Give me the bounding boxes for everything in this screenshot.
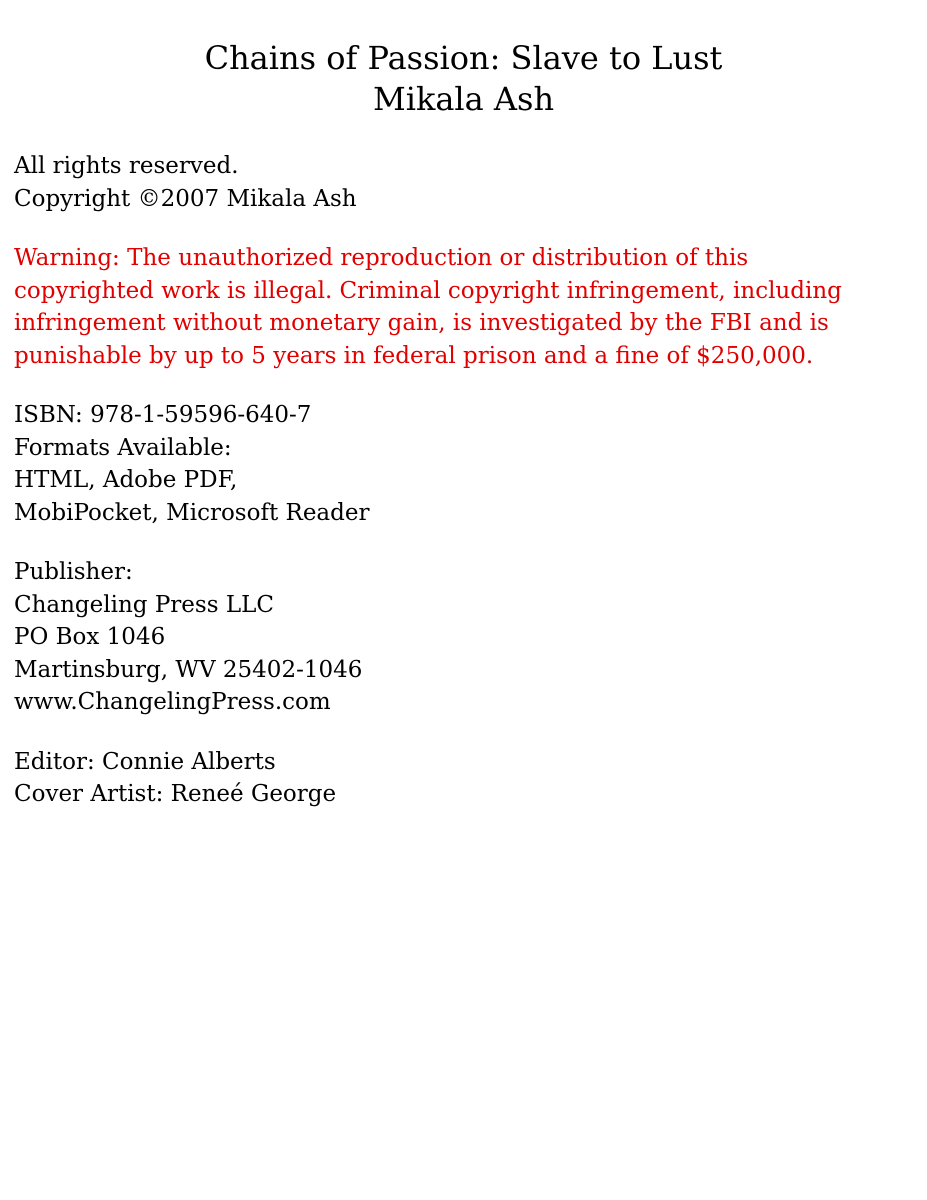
isbn-formats-section [14,399,919,529]
author-name: Mikala Ash [372,80,555,118]
warning-line: copyrighted work is illegal. Criminal copyright infringement, including [14,277,842,304]
isbn-line: ISBN: 978-1-59596-640-7 [14,402,312,428]
publisher-section [14,556,919,719]
rights-section [14,150,919,215]
title-block [0,38,927,120]
warning-notice [14,242,919,372]
rights-reserved-line: All rights reserved. [14,153,239,179]
warning-line: punishable by up to 5 years in federal prison and a fine of $250,000. [14,342,814,369]
copyright-line: Copyright ©2007 Mikala Ash [14,185,357,212]
publisher-label: Publisher: [14,559,133,585]
copyright-body [14,150,919,838]
formats-line: HTML, Adobe PDF, [14,467,238,493]
warning-line: infringement without monetary gain, is investigated by the FBI and is [14,310,829,336]
publisher-po-box: PO Box 1046 [14,624,166,650]
publisher-website: www.ChangelingPress.com [14,689,331,715]
book-title: Chains of Passion: Slave to Lust [204,39,723,77]
cover-artist-line: Cover Artist: Reneé George [14,781,337,807]
credits-section [14,746,919,811]
warning-line: Warning: The unauthorized reproduction or distribution of this [14,245,749,271]
formats-label: Formats Available: [14,434,232,461]
publisher-name: Changeling Press LLC [14,591,274,618]
editor-line: Editor: Connie Alberts [14,748,276,775]
publisher-city: Martinsburg, WV 25402-1046 [14,656,363,683]
formats-line: MobiPocket, Microsoft Reader [14,499,370,526]
